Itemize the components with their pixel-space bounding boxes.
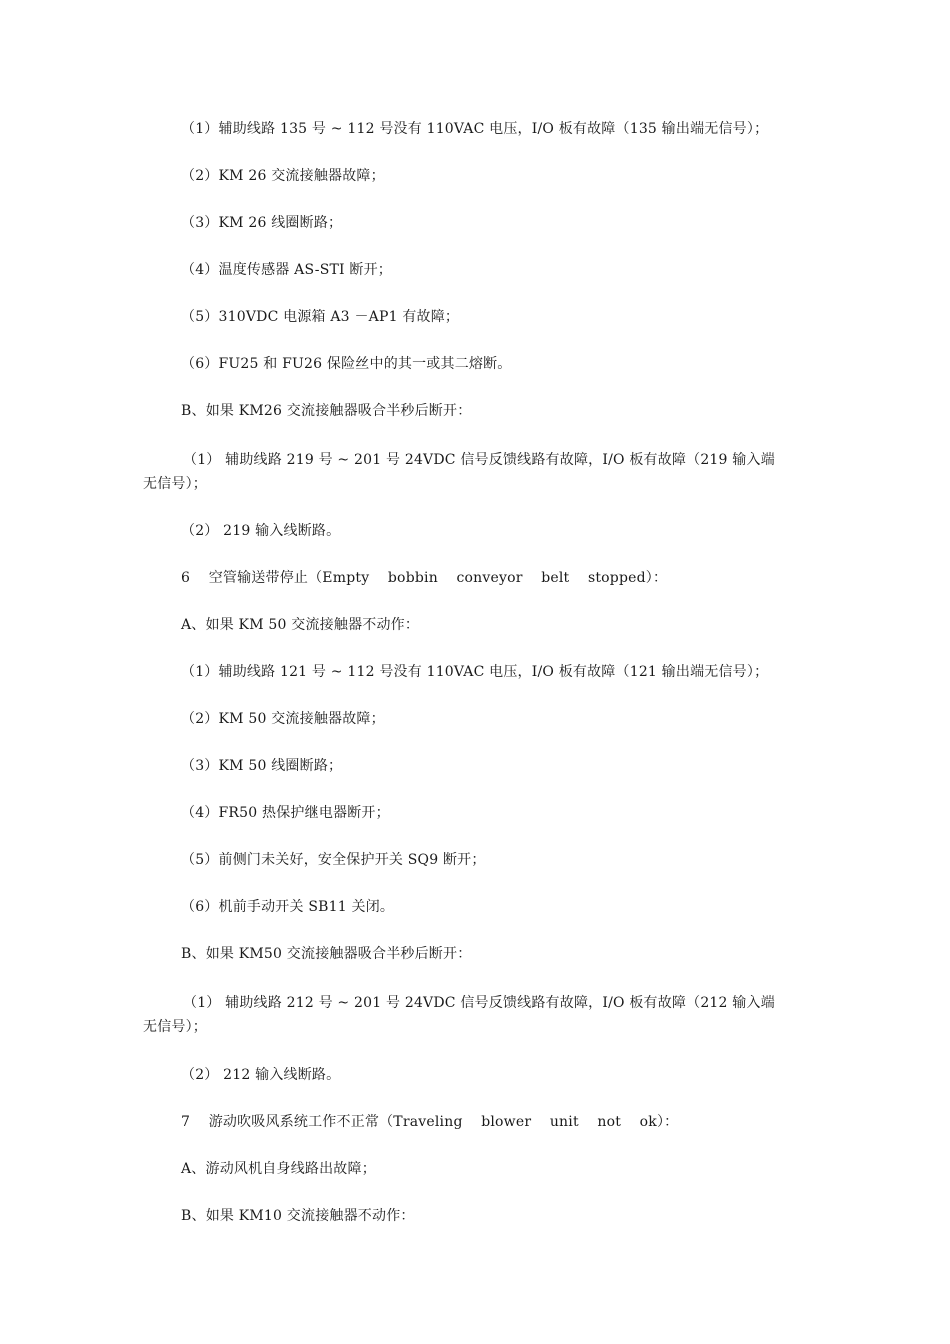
paragraph-line: （1）辅助线路 135 号 ~ 112 号没有 110VAC 电压，I/O 板有故障（135 输出端无信号）； (181, 121, 769, 137)
paragraph-line: B、如果 KM26 交流接触器吸合半秒后断开： (181, 403, 472, 419)
section-heading: 6 空管输送带停止（Empty bobbin conveyor belt stopped）： (181, 570, 668, 586)
paragraph-line: （2） 212 输入线断路。 (181, 1067, 341, 1083)
paragraph-line-continuation: 无信号）； (143, 1019, 207, 1035)
paragraph-line: （3）KM 50 线圈断路； (181, 758, 343, 774)
paragraph-line: （5）前侧门未关好，安全保护开关 SQ9 断开； (181, 852, 486, 868)
paragraph-line: （2） 219 输入线断路。 (181, 523, 341, 539)
section-heading: 7 游动吹吸风系统工作不正常（Traveling blower unit not ok）： (181, 1114, 679, 1130)
paragraph-line: （3）KM 26 线圈断路； (181, 215, 343, 231)
paragraph-line: （6）FU25 和 FU26 保险丝中的其一或其二熔断。 (181, 356, 512, 372)
paragraph-line: （1） 辅助线路 219 号 ~ 201 号 24VDC 信号反馈线路有故障，I/O 板有故障（219 输入端 (183, 452, 775, 468)
paragraph-line: （6）机前手动开关 SB11 关闭。 (181, 899, 395, 915)
paragraph-line: （1） 辅助线路 212 号 ~ 201 号 24VDC 信号反馈线路有故障，I/O 板有故障（212 输入端 (183, 995, 775, 1011)
paragraph-line: B、如果 KM10 交流接触器不动作： (181, 1208, 415, 1224)
paragraph-line-continuation: 无信号）； (143, 476, 207, 492)
paragraph-line: （1）辅助线路 121 号 ~ 112 号没有 110VAC 电压，I/O 板有故障（121 输出端无信号）； (181, 664, 769, 680)
paragraph-line: （2）KM 26 交流接触器故障； (181, 168, 385, 184)
paragraph-line: （5）310VDC 电源箱 A3 －AP1 有故障； (181, 309, 460, 325)
paragraph-line: B、如果 KM50 交流接触器吸合半秒后断开： (181, 946, 472, 962)
paragraph-line: A、游动风机自身线路出故障； (181, 1161, 376, 1177)
paragraph-line: （4）FR50 热保护继电器断开； (181, 805, 390, 821)
paragraph-line: （4）温度传感器 AS-STI 断开； (181, 262, 393, 278)
paragraph-line: A、如果 KM 50 交流接触器不动作： (181, 617, 420, 633)
paragraph-line: （2）KM 50 交流接触器故障； (181, 711, 385, 727)
